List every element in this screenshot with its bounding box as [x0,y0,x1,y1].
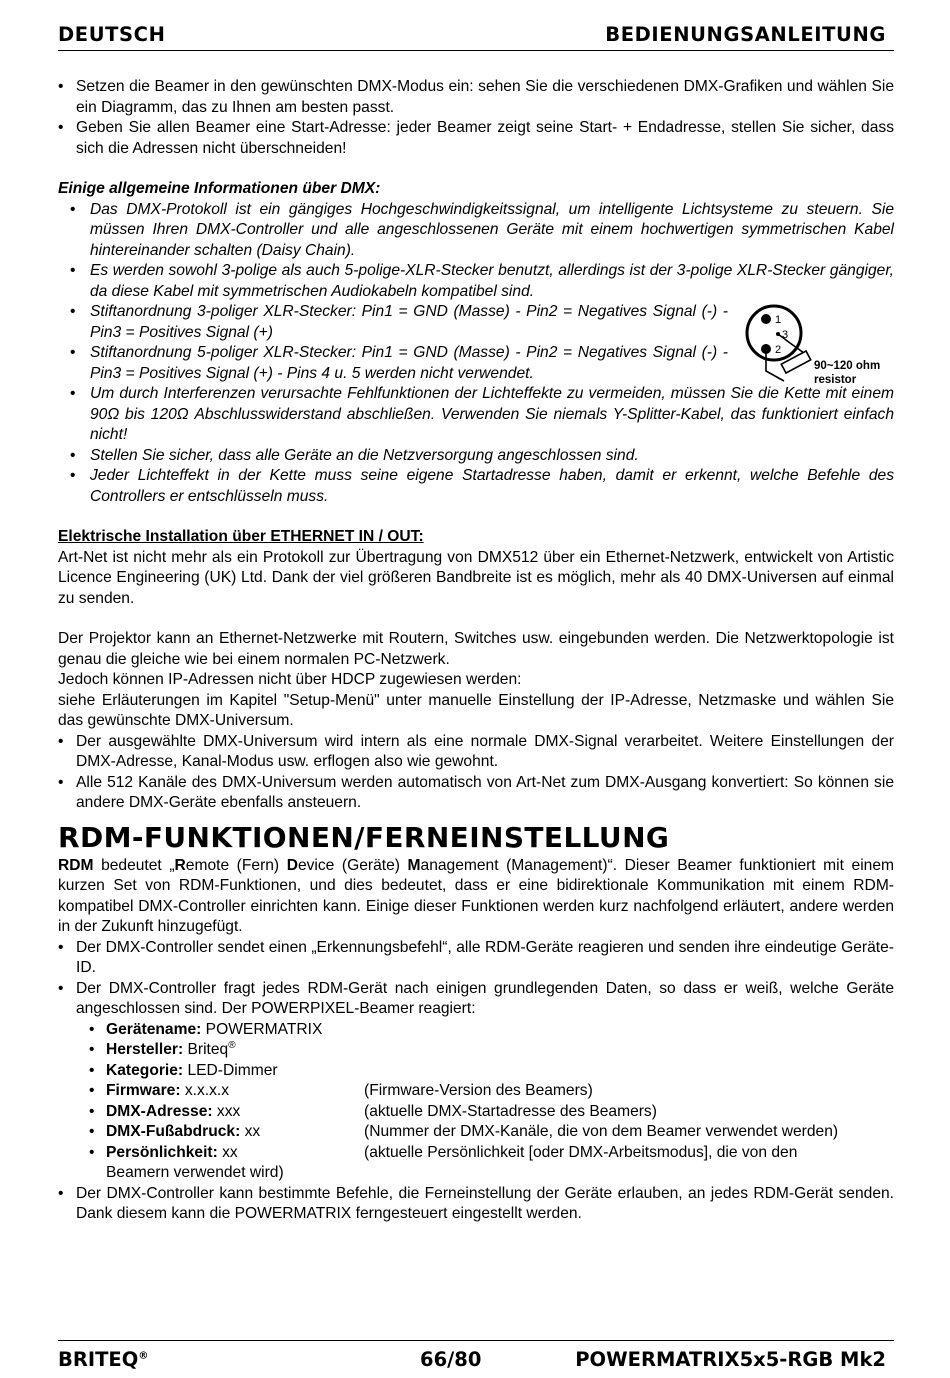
footer-page-number: 66/80 [420,1348,482,1371]
ethernet-paragraph: Jedoch können IP-Adressen nicht über HDCP zugewiesen werden: [58,671,522,688]
list-item: • Der DMX-Controller fragt jedes RDM-Gerät nach einigen grundlegenden Daten, so dass er weiß, welche Geräte angeschlossen sind. Der POWERPIXEL-Beamer reagiert: [58,979,894,1020]
page-footer [58,1340,894,1371]
list-item: • Um durch Interferenzen verursachte Fehlfunktionen der Lichteffekte zu vermeiden, müssen Sie die Kette mit einem 90Ω bis 120Ω Abschlusswiderstand abschließen. Verwenden Sie niemals Y-Splitter-Kabel, das funktioniert einfach nicht! [58,384,894,446]
field-dmx-address: • DMX-Adresse: xxx (aktuelle DMX-Startadresse des Beamers) [58,1102,894,1123]
dmx-info-title: Einige allgemeine Informationen über DMX: [58,180,381,197]
field-manufacturer: • Hersteller: Briteq® [58,1040,894,1061]
header-title: BEDIENUNGSANLEITUNG [605,23,886,46]
rdm-intro-paragraph: RDM bedeutet „Remote (Fern) Device (Geräte) Management (Management)“. Dieser Beamer funktioniert mit einem kurzen Set von RDM-Funktionen, und dies bedeutet, dass er eine bidirektionale Kommunikation mit einem RDM-kompatibel DMX-Controller einrichten kann. Einige dieser Funktionen werden kurz nachfolgend erläutert, andere werden in der Zukunft hinzugefügt. [58,856,894,935]
page-content [58,77,894,1225]
ethernet-title: Elektrische Installation über ETHERNET IN / OUT: [58,528,424,545]
list-item: • Stiftanordnung 3-poliger XLR-Stecker: Pin1 = GND (Masse) - Pin2 = Negatives Signal (-) - Pin3 = Positives Signal (+) [58,302,728,343]
pin3-label: 3 [782,329,789,341]
list-item: • Stellen Sie sicher, dass alle Geräte an die Netzversorgung angeschlossen sind. [58,446,894,467]
ethernet-list [58,732,894,814]
pin1-label: 1 [775,314,782,326]
list-item: • Der DMX-Controller sendet einen „Erkennungsbefehl“, alle RDM-Geräte reagieren und senden ihre eindeutige Geräte-ID. [58,938,894,979]
list-item: • Setzen die Beamer in den gewünschten DMX-Modus ein: sehen Sie die verschiedenen DMX-Grafiken und wählen Sie ein Diagramm, das zu Ihnen am besten passt. [58,77,894,118]
footer-model: POWERMATRIX5x5-RGB Mk2 [575,1348,886,1371]
field-device-name: • Gerätename: POWERMATRIX [58,1020,894,1041]
resistor-value-label: 90~120 ohm [814,360,881,372]
pin2-label: 2 [775,344,782,356]
field-firmware: • Firmware: x.x.x.x (Firmware-Version des Beamers) [58,1081,894,1102]
footer-brand: BRITEQ® [58,1348,149,1371]
ethernet-paragraph: Art-Net ist nicht mehr als ein Protokoll zur Übertragung von DMX512 über ein Ethernet-Netzwerk, entwickelt von Artistic Licence Engineering (UK) Ltd. Dank der viel größeren Bandbreite ist es möglich, mehr als 40 DMX-Universen auf einmal zu senden. [58,548,894,607]
rdm-list-end [58,1184,894,1225]
xlr-connector-figure [744,301,894,393]
list-item: • Jeder Lichteffekt in der Kette muss seine eigene Startadresse haben, damit er erkennt, welche Befehle des Controllers er entschlüsseln muss. [58,466,894,507]
field-personality: • Persönlichkeit: xx (aktuelle Persönlichkeit [oder DMX-Arbeitsmodus], die von den Beamern verwendet wird) [58,1143,894,1184]
list-item: • Der DMX-Controller kann bestimmte Befehle, die Ferneinstellung der Geräte erlauben, an jedes RDM-Gerät senden. Dank diesem kann die POWERMATRIX ferngesteuert eingestellt werden. [58,1184,894,1225]
list-item: • Das DMX-Protokoll ist ein gängiges Hochgeschwindigkeitssignal, um intelligente Lichtsysteme zu steuern. Sie müssen Ihren DMX-Controller und alle angeschlossenen Geräte mit einem hochwertigen symmetrischen Kabel hintereinander schalten (Daisy Chain). [58,200,894,262]
rdm-heading: RDM-FUNKTIONEN/FERNEINSTELLUNG [58,820,670,854]
rdm-list [58,938,894,1020]
page-header [58,20,894,51]
list-item: • Es werden sowohl 3-polige als auch 5-polige-XLR-Stecker benutzt, allerdings ist der 3-polige XLR-Stecker gängiger, da diese Kabel mit symmetrischen Audiokabeln kompatibel sind. [58,261,894,302]
list-item: • Der ausgewählte DMX-Universum wird intern als eine normale DMX-Signal verarbeitet. Weitere Einstellungen der DMX-Adresse, Kanal-Modus usw. erflogen also wie gewohnt. [58,732,894,773]
ethernet-paragraph: siehe Erläuterungen im Kapitel "Setup-Menü" unter manuelle Einstellung der IP-Adresse, Netzmaske und wählen Sie das gewünschte DMX-Universum. [58,691,894,729]
header-language: DEUTSCH [58,23,166,46]
field-category: • Kategorie: LED-Dimmer [58,1061,894,1082]
resistor-label: resistor [814,374,857,386]
field-dmx-footprint: • DMX-Fußabdruck: xx (Nummer der DMX-Kanäle, die von dem Beamer verwendet werden) [58,1122,894,1143]
list-item: • Stiftanordnung 5-poliger XLR-Stecker: Pin1 = GND (Masse) - Pin2 = Negatives Signal (-) - Pin3 = Positives Signal (+) - Pins 4 u. 5 werden nicht verwendet. [58,343,728,384]
rdm-fields-list [58,1020,894,1184]
list-item: • Alle 512 Kanäle des DMX-Universum werden automatisch von Art-Net zum DMX-Ausgang konvertiert: So können sie andere DMX-Geräte ebenfalls ansteuern. [58,773,894,814]
intro-list [58,77,894,159]
list-item: • Geben Sie allen Beamer eine Start-Adresse: jeder Beamer zeigt seine Start- + Endadresse, stellen Sie sicher, dass sich die Adressen nicht überschneiden! [58,118,894,159]
ethernet-paragraph: Der Projektor kann an Ethernet-Netzwerke mit Routern, Switches usw. eingebunden werden. Die Netzwerktopologie ist genau die gleiche wie bei einem normalen PC-Netzwerk. [58,630,894,668]
